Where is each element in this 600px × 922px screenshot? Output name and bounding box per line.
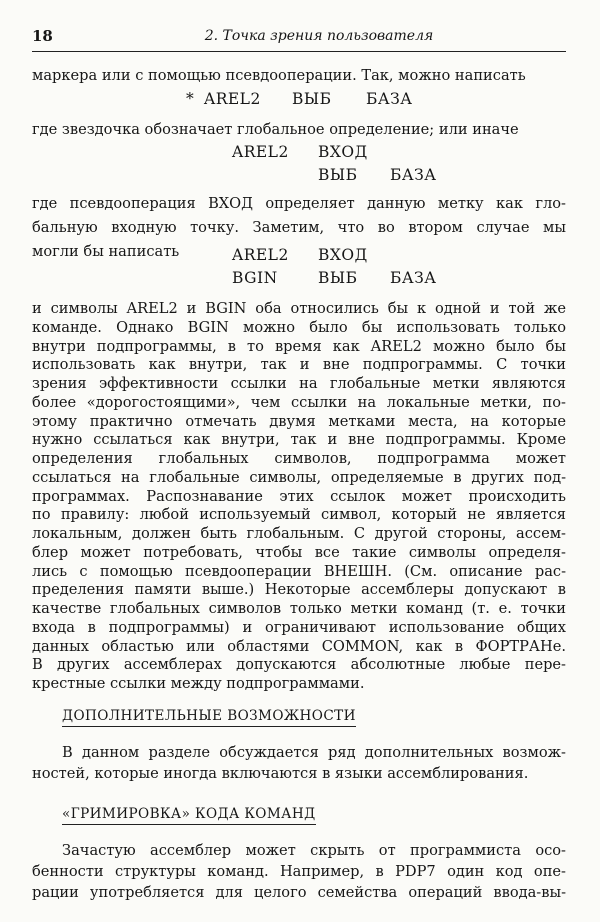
text-line: В данном разделе обсуждается ряд дополнительных возмож- [62, 744, 566, 761]
text-line: где псевдооперация ВХОД определяет данную метку как гло- [32, 195, 566, 212]
text-line: нужно ссылаться как внутри, так и вне подпрограммы. Кроме [32, 431, 566, 449]
text-line: рации употребляется для целого семейства операций ввода-вы- [32, 884, 566, 901]
text-line: Зачастую ассемблер может скрыть от программиста осо- [62, 842, 566, 859]
code-operation: ВЫБ [292, 90, 332, 108]
text-line: бальную входную точку. Заметим, что во втором случае мы [32, 219, 566, 237]
text-line: данных областью или областями COMMON, как в ФОРТРАНе. [32, 637, 566, 655]
text-line: могли бы написать [32, 243, 180, 261]
text-line: программах. Распознавание этих ссылок может происходить [32, 487, 566, 505]
text-line: зрения эффективности ссылки на глобальные метки являются [32, 375, 566, 392]
text-line: этому практично отмечать двумя метками места, на которые [32, 412, 566, 430]
code-operation: ВХОД [318, 143, 368, 161]
page-number: 18 [32, 27, 53, 45]
paragraph-3 [32, 300, 566, 694]
code-argument: БАЗА [390, 269, 437, 287]
intro-paragraph [32, 64, 566, 88]
section2-paragraph [32, 840, 566, 903]
text-line: пределения памяти выше.) Некоторые ассемблеры допускают в [32, 581, 566, 599]
text-line: локальным, должен быть глобальным. С другой стороны, ассем- [32, 525, 566, 542]
code-example-1 [0, 90, 600, 114]
chapter-title: 2. Точка зрения пользователя [204, 28, 434, 44]
text-line: по правилу: любой используемый символ, который не является [32, 506, 566, 524]
code-label: AREL2 [204, 90, 261, 108]
text-line: более «дорогостоящими», чем ссылки на локальные метки, по- [32, 393, 566, 411]
code-argument: БАЗА [390, 166, 437, 184]
section-heading-instruction-masking: «ГРИМИРОВКА» КОДА КОМАНД [62, 806, 316, 825]
text-line: крестные ссылки между подпрограммами. [32, 675, 365, 692]
text-line: и символы AREL2 и BGIN оба относились бы к одной и той же [32, 300, 566, 317]
text-line: бенности структуры команд. Например, в PDP7 один код опе- [32, 863, 566, 880]
code-label: AREL2 [232, 143, 289, 161]
text-line: блер может потребовать, чтобы все такие символы определя- [32, 543, 566, 561]
running-header [32, 27, 566, 52]
text-line: где звездочка обозначает глобальное определение; или иначе [32, 121, 519, 138]
text-line: использовать как внутри, так и вне подпрограммы. С точки [32, 356, 566, 374]
text-line: В других ассемблерах допускаются абсолютные любые пере- [32, 656, 566, 674]
code-operation: ВХОД [318, 246, 368, 264]
text-line: лись с помощью псевдооперации ВНЕШН. (См. описание рас- [32, 562, 566, 580]
code-label: AREL2 [232, 246, 289, 264]
text-line: ностей, которые иногда включаются в языки ассемблирования. [32, 765, 529, 782]
code-label: BGIN [232, 269, 278, 287]
text-line: маркера или с помощью псевдооперации. Так, можно написать [32, 67, 526, 84]
text-line: ссылаться на глобальные символы, определяемые в других под- [32, 468, 566, 486]
code-marker: * [186, 90, 195, 108]
text-line: качестве глобальных символов только метки команд (т. е. точки [32, 600, 566, 617]
code-argument: БАЗА [366, 90, 413, 108]
paragraph-1 [32, 118, 566, 142]
text-line: входа в подпрограммы) и ограничивают использование общих [32, 618, 566, 636]
code-example-2 [0, 143, 600, 191]
section1-paragraph [32, 742, 566, 784]
code-operation: ВЫБ [318, 166, 358, 184]
code-example-3 [0, 246, 600, 294]
text-line: определения глобальных символов, подпрограмма может [32, 450, 566, 467]
text-line: внутри подпрограммы, в то время как AREL2 можно было бы [32, 337, 566, 355]
section-heading-additional-features: ДОПОЛНИТЕЛЬНЫЕ ВОЗМОЖНОСТИ [62, 708, 356, 727]
code-operation: ВЫБ [318, 269, 358, 287]
text-line: команде. Однако BGIN можно было бы использовать только [32, 318, 566, 336]
